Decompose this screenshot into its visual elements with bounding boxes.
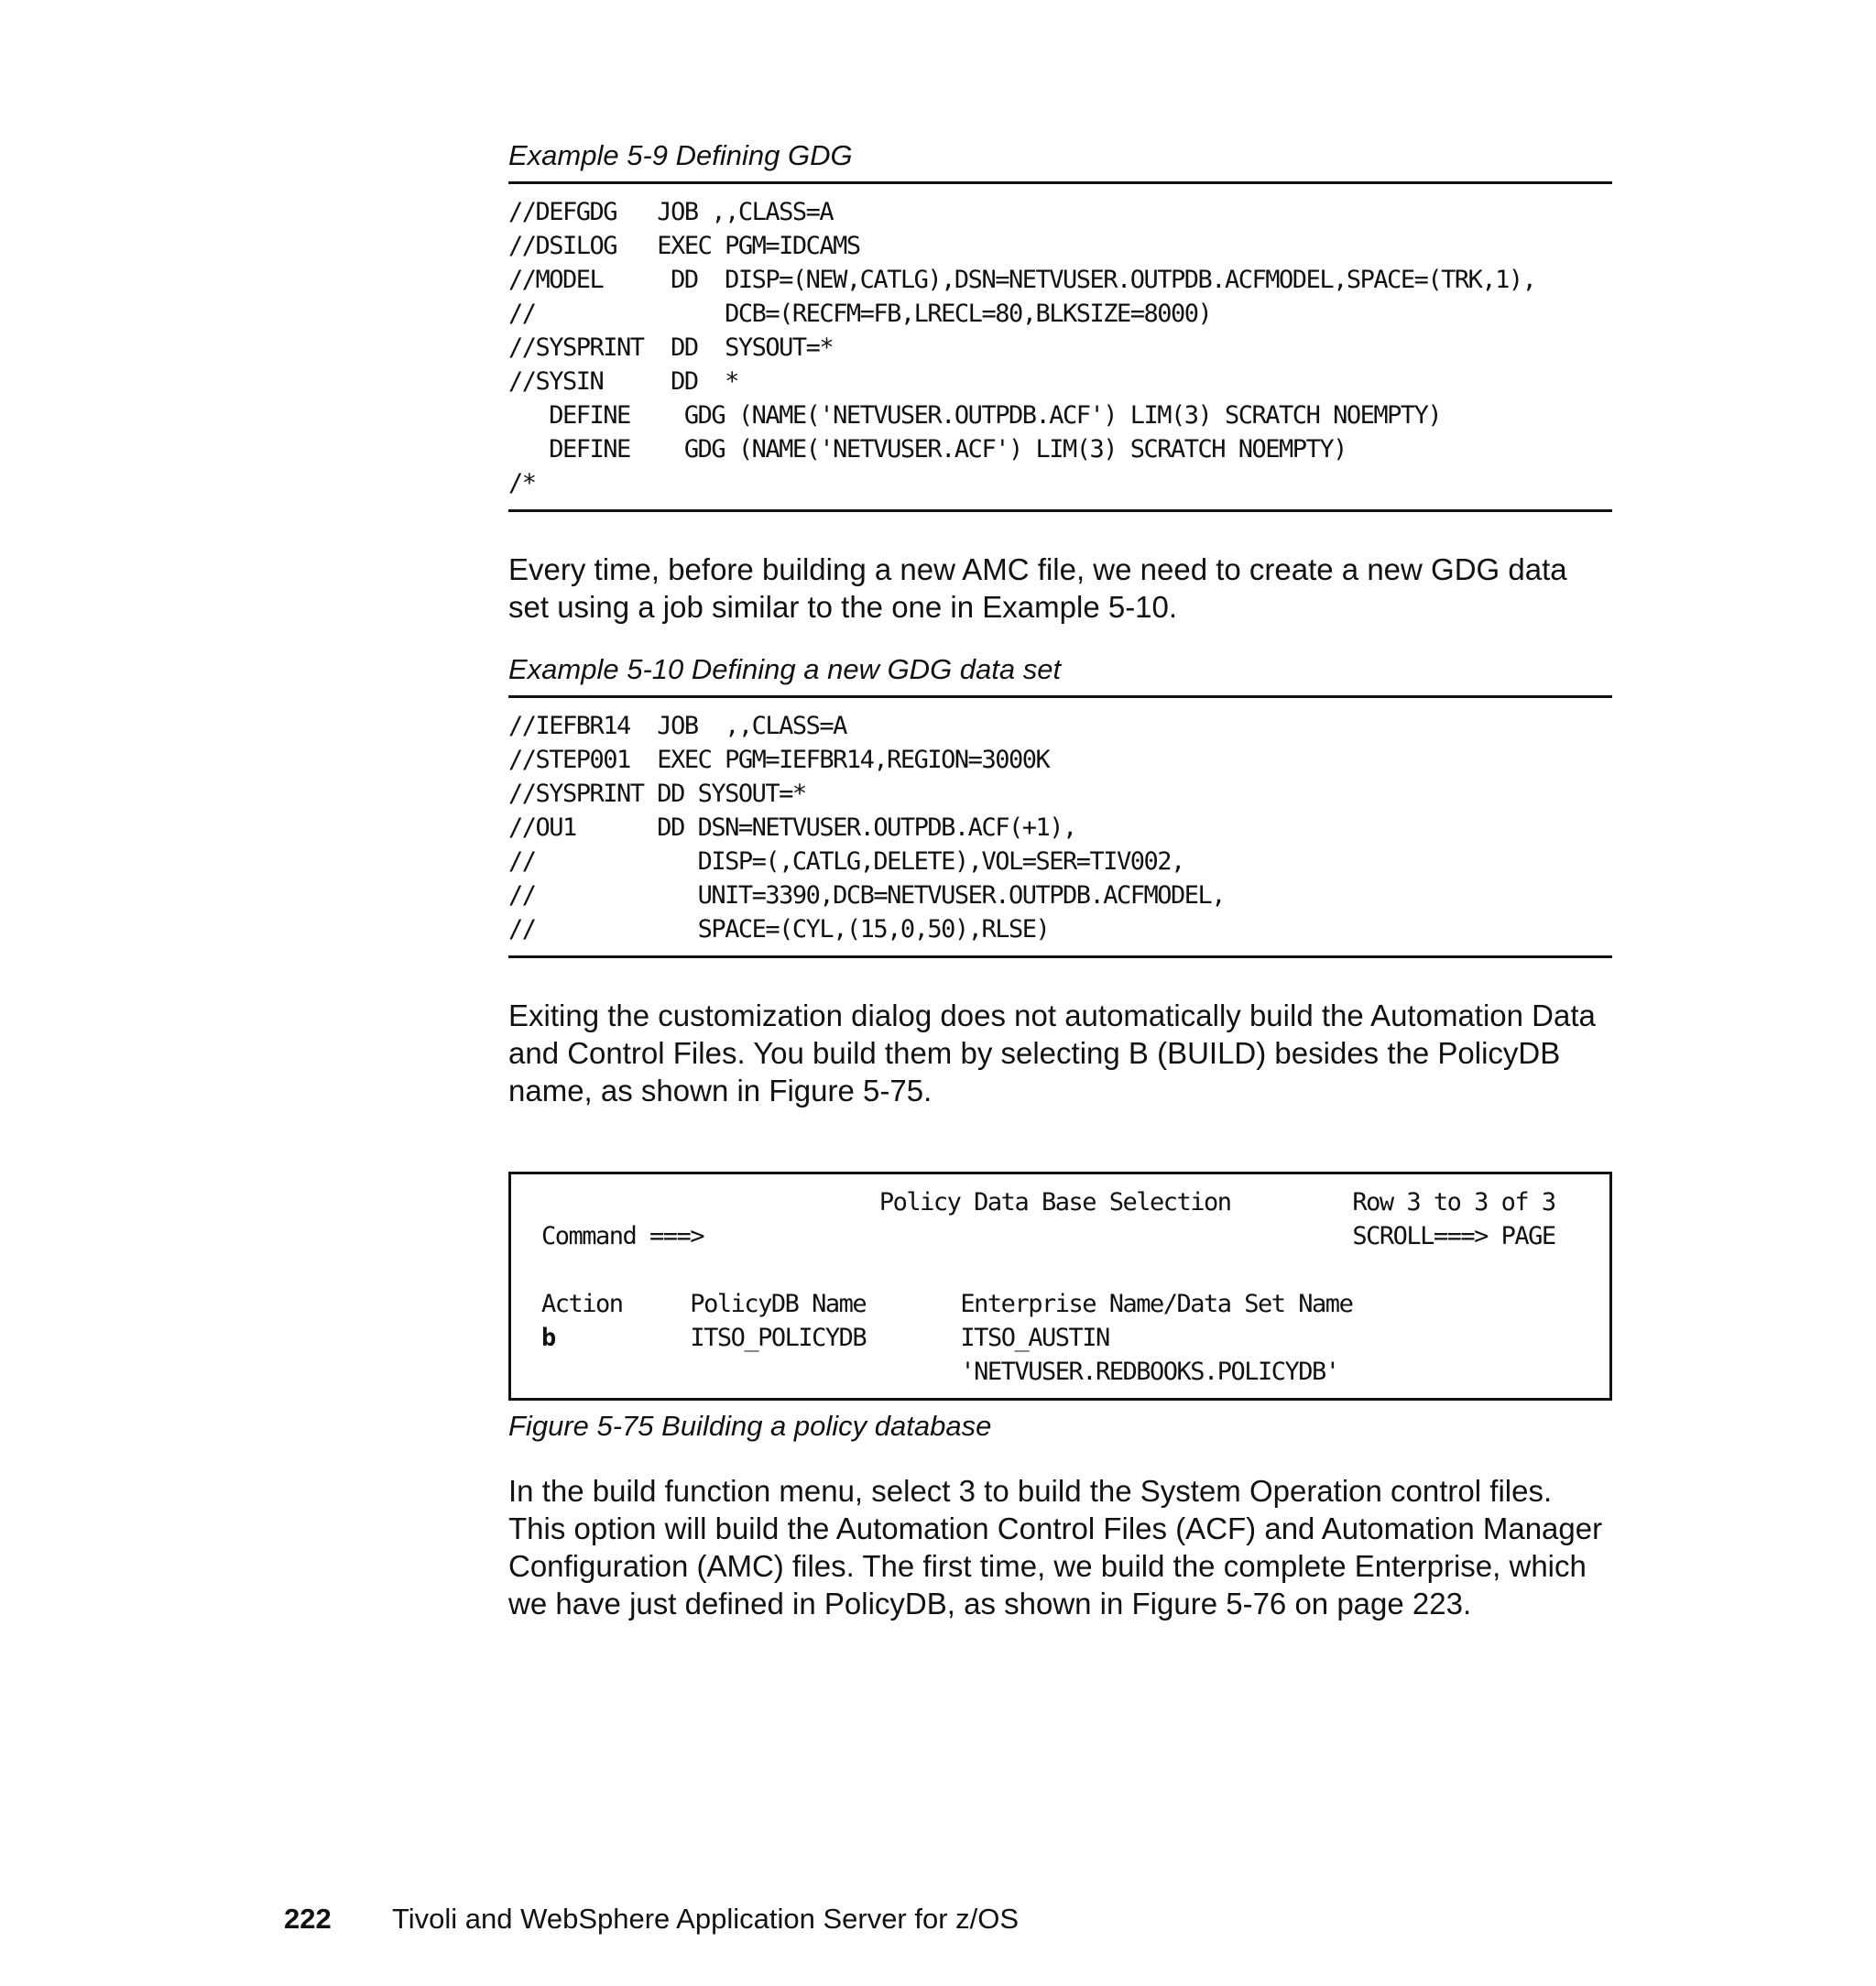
page-content — [508, 137, 1612, 1622]
code-line: //IEFBR14 JOB ,,CLASS=A — [508, 712, 846, 740]
body-paragraph: Exiting the customization dialog does not automatically build the Automation Data and Control Files. You build them by selecting B (BUILD) besides the PolicyDB name, as shown in Figure 5-75. — [508, 998, 1596, 1108]
figure-caption: Figure 5-75 Building a policy database — [508, 1410, 992, 1442]
row-values: ITSO_POLICYDB ITSO_AUSTIN — [554, 1324, 1109, 1352]
code-line: // DISP=(,CATLG,DELETE),VOL=SER=TIV002, — [508, 847, 1184, 876]
code-line: //OU1 DD DSN=NETVUSER.OUTPDB.ACF(+1), — [508, 813, 1076, 842]
page-footer — [284, 1901, 1019, 1937]
example-caption: Example 5-9 Defining GDG — [508, 139, 853, 171]
code-example — [508, 181, 1612, 512]
screen-header-line: Action PolicyDB Name Enterprise Name/Data Set Name — [541, 1290, 1353, 1318]
code-line: //SYSPRINT DD SYSOUT=* — [508, 780, 806, 808]
code-line: // SPACE=(CYL,(15,0,50),RLSE) — [508, 915, 1050, 944]
page-number: 222 — [284, 1903, 332, 1935]
code-example — [508, 695, 1612, 958]
code-line: //DEFGDG JOB ,,CLASS=A — [508, 198, 834, 226]
screen-row2-line: 'NETVUSER.REDBOOKS.POLICYDB' — [541, 1358, 1339, 1386]
code-line: /* — [508, 469, 536, 497]
book-title: Tivoli and WebSphere Application Server for z/OS — [392, 1903, 1020, 1935]
code-line: DEFINE GDG (NAME('NETVUSER.ACF') LIM(3) SCRATCH NOEMPTY) — [508, 435, 1347, 464]
code-line: // UNIT=3390,DCB=NETVUSER.OUTPDB.ACFMODEL, — [508, 881, 1226, 910]
screen-command-line: Command ===> SCROLL===> PAGE — [541, 1222, 1555, 1250]
code-line: //SYSPRINT DD SYSOUT=* — [508, 333, 834, 362]
code-line: // DCB=(RECFM=FB,LRECL=80,BLKSIZE=8000) — [508, 300, 1212, 328]
code-line: //STEP001 EXEC PGM=IEFBR14,REGION=3000K — [508, 746, 1050, 774]
screen-title-line: Policy Data Base Selection Row 3 to 3 of 3 — [541, 1188, 1555, 1217]
screen-row-line — [541, 1321, 1582, 1355]
terminal-screen-figure — [508, 1172, 1612, 1401]
code-line: DEFINE GDG (NAME('NETVUSER.OUTPDB.ACF') LIM(3) SCRATCH NOEMPTY) — [508, 401, 1442, 430]
example-caption: Example 5-10 Defining a new GDG data set — [508, 653, 1062, 685]
code-line: //MODEL DD DISP=(NEW,CATLG),DSN=NETVUSER.OUTPDB.ACFMODEL,SPACE=(TRK,1), — [508, 266, 1536, 294]
code-line: //SYSIN DD * — [508, 367, 738, 396]
screen-blank-line — [541, 1253, 1582, 1287]
action-code: b — [541, 1324, 555, 1352]
body-paragraph: In the build function menu, select 3 to build the System Operation control files. This option will build the Automation Control Files (ACF) and Automation Manager Configuration (AMC) files. The first time, we build the complete Enterprise, which we have just defined in PolicyDB, as shown in Figure 5-76 on page 223. — [508, 1474, 1603, 1620]
code-line: //DSILOG EXEC PGM=IDCAMS — [508, 232, 860, 260]
body-paragraph: Every time, before building a new AMC file, we need to create a new GDG data set using a job similar to the one in Example 5-10. — [508, 552, 1567, 624]
